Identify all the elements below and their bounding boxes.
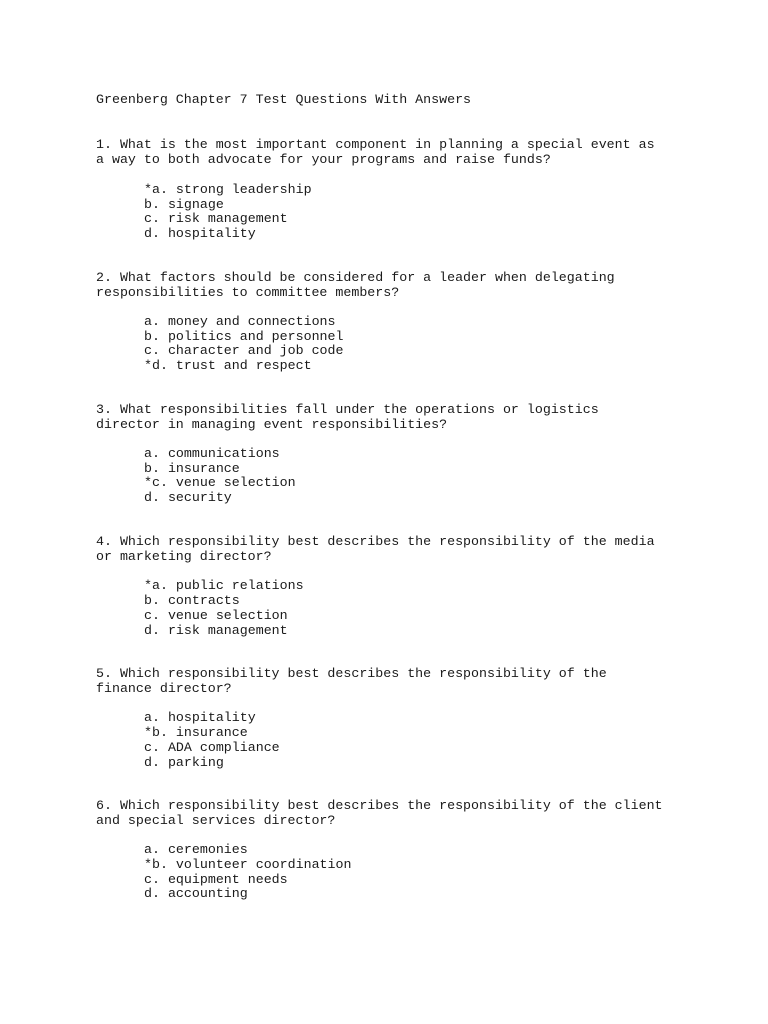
question-3-text-line-1: 3. What responsibilities fall under the operations or logistics — [96, 402, 599, 417]
question-6-text-line-1: 6. Which responsibility best describes the responsibility of the client — [96, 798, 663, 813]
question-4-text-line-1: 4. Which responsibility best describes the responsibility of the media — [96, 534, 655, 549]
question-4-option-a: *a. public relations — [144, 578, 304, 593]
question-2-option-c: c. character and job code — [144, 343, 344, 358]
question-3-option-c: *c. venue selection — [144, 475, 296, 490]
question-5-text-line-1: 5. Which responsibility best describes the responsibility of the — [96, 666, 607, 681]
question-2-text-line-2: responsibilities to committee members? — [96, 285, 400, 300]
question-6-option-b: *b. volunteer coordination — [144, 857, 352, 872]
question-2-option-a: a. money and connections — [144, 314, 336, 329]
question-3-option-d: d. security — [144, 490, 232, 505]
question-6-option-a: a. ceremonies — [144, 842, 248, 857]
question-4-option-d: d. risk management — [144, 623, 288, 638]
question-2-text-line-1: 2. What factors should be considered for a leader when delegating — [96, 270, 615, 285]
document-title: Greenberg Chapter 7 Test Questions With Answers — [96, 92, 472, 107]
question-1-option-b: b. signage — [144, 197, 224, 212]
question-1-text-line-2: a way to both advocate for your programs and raise funds? — [96, 152, 551, 167]
question-1-option-c: c. risk management — [144, 211, 288, 226]
question-5-text-line-2: finance director? — [96, 681, 232, 696]
question-6-option-d: d. accounting — [144, 886, 248, 901]
question-6-text-line-2: and special services director? — [96, 813, 336, 828]
question-2-option-d: *d. trust and respect — [144, 358, 312, 373]
question-3-text-line-2: director in managing event responsibilities? — [96, 417, 448, 432]
question-4-text-line-2: or marketing director? — [96, 549, 272, 564]
question-4-option-c: c. venue selection — [144, 608, 288, 623]
question-3-option-b: b. insurance — [144, 461, 240, 476]
question-6-option-c: c. equipment needs — [144, 872, 288, 887]
question-1-option-d: d. hospitality — [144, 226, 256, 241]
question-5-option-a: a. hospitality — [144, 710, 256, 725]
question-2-option-b: b. politics and personnel — [144, 329, 344, 344]
question-5-option-b: *b. insurance — [144, 725, 248, 740]
question-5-option-d: d. parking — [144, 755, 224, 770]
question-1-option-a: *a. strong leadership — [144, 182, 312, 197]
question-5-option-c: c. ADA compliance — [144, 740, 280, 755]
question-3-option-a: a. communications — [144, 446, 280, 461]
question-4-option-b: b. contracts — [144, 593, 240, 608]
question-1-text-line-1: 1. What is the most important component in planning a special event as — [96, 137, 655, 152]
